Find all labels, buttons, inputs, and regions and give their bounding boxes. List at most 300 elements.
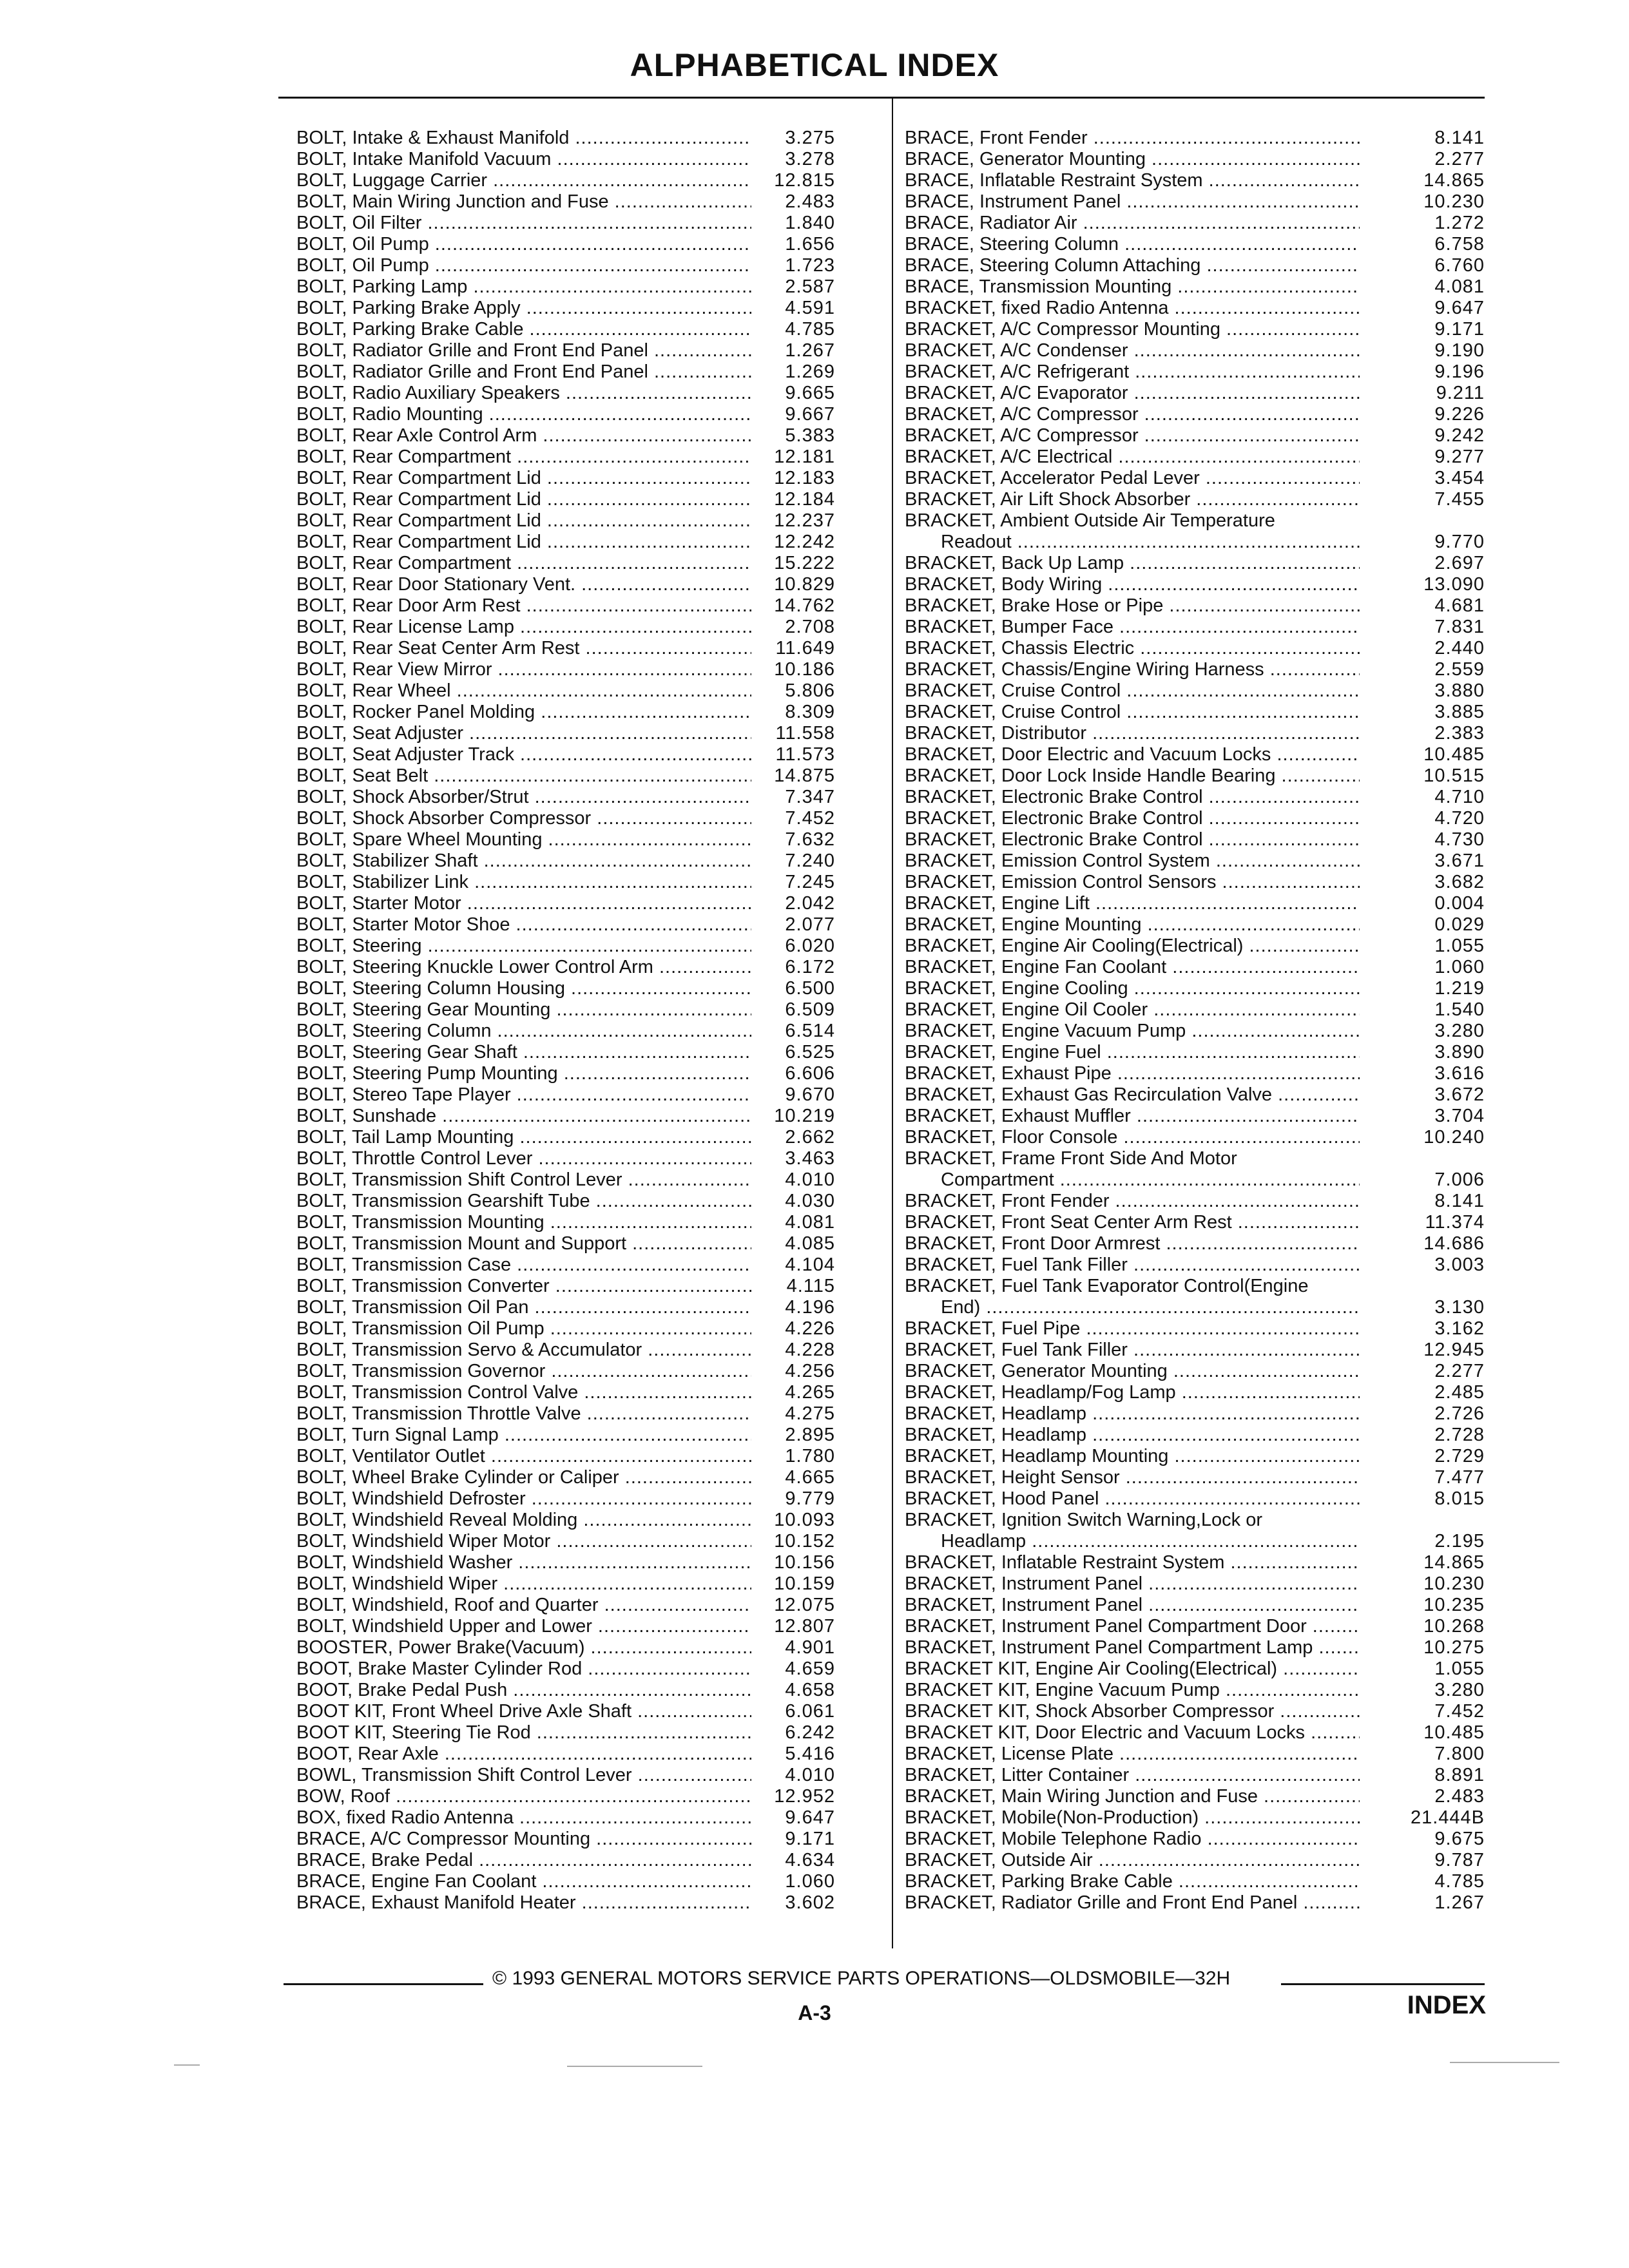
index-entry (905, 850, 1485, 872)
index-page-ref: 9.190 (1434, 340, 1485, 361)
index-page-ref: 9.770 (1434, 532, 1485, 552)
index-entry (296, 1233, 876, 1254)
index-entry (905, 170, 1485, 191)
index-page-ref: 7.632 (785, 829, 835, 850)
index-page-ref: 3.682 (1434, 872, 1485, 892)
index-term: BRACKET, Radiator Grille and Front End Panel ..... (905, 1892, 1360, 1914)
index-term: BRACKET KIT, Door Electric and Vacuum Locks ..... (905, 1722, 1360, 1744)
index-page-ref: 2.042 (785, 893, 835, 914)
index-term: BRACKET, Headlamp/Fog Lamp ..... (905, 1382, 1360, 1403)
index-page-ref: 8.309 (785, 702, 835, 722)
index-entry (905, 893, 1485, 914)
index-page-ref: 9.647 (785, 1807, 835, 1828)
index-entry (905, 128, 1485, 149)
index-term: BRACKET, Bumper Face ..... (905, 617, 1360, 638)
index-page-ref: 3.885 (1434, 702, 1485, 722)
index-page-ref: 10.219 (774, 1106, 835, 1126)
page-number: A-3 (798, 2001, 831, 2024)
index-page-ref: 0.029 (1434, 914, 1485, 935)
index-term: BRACKET, Accelerator Pedal Lever ..... (905, 468, 1360, 489)
index-entry (905, 1467, 1485, 1488)
index-term: BOLT, Rear License Lamp ..... (296, 617, 751, 638)
index-term: BOOSTER, Power Brake(Vacuum) ..... (296, 1637, 751, 1658)
index-term: BOLT, Intake Manifold Vacuum ..... (296, 149, 751, 170)
index-term: BOLT, Transmission Converter ..... (296, 1276, 751, 1297)
index-term: BOLT, Rear Seat Center Arm Rest ..... (296, 638, 751, 659)
index-page-ref: 4.085 (785, 1233, 835, 1254)
index-term: BRACKET, Engine Mounting ..... (905, 914, 1360, 936)
index-term: BRACKET KIT, Shock Absorber Compressor ..... (905, 1701, 1360, 1722)
index-entry (905, 468, 1485, 489)
index-term: BOLT, Transmission Oil Pump ..... (296, 1318, 751, 1340)
index-term: BOLT, Transmission Governor ..... (296, 1361, 751, 1382)
index-entry (905, 1212, 1485, 1233)
index-term: BRACKET, Electronic Brake Control ..... (905, 787, 1360, 808)
index-page-ref: 2.708 (785, 617, 835, 637)
index-entry (296, 276, 876, 298)
index-term: BOWL, Transmission Shift Control Lever ..... (296, 1765, 751, 1786)
section-label: INDEX (1407, 1991, 1486, 2019)
index-term: BRACKET, A/C Compressor ..... (905, 425, 1360, 447)
index-page-ref: 10.275 (1423, 1637, 1485, 1658)
index-entry (905, 1042, 1485, 1063)
index-term: BRACKET, Engine Cooling ..... (905, 978, 1360, 999)
index-page-ref: 14.875 (774, 765, 835, 786)
index-page-ref: 6.061 (785, 1701, 835, 1722)
index-entry (905, 1573, 1485, 1595)
index-page-ref: 12.075 (774, 1595, 835, 1615)
index-page-ref: 4.196 (785, 1297, 835, 1318)
index-entry (905, 638, 1485, 659)
index-term: BRACKET, Electronic Brake Control ..... (905, 808, 1360, 829)
index-page-ref: 3.616 (1434, 1063, 1485, 1084)
index-entry (296, 1829, 876, 1850)
index-term: BRACKET, Front Seat Center Arm Rest ..... (905, 1212, 1360, 1233)
index-term: BOLT, Transmission Case ..... (296, 1254, 751, 1276)
index-term: BOLT, Stereo Tape Player ..... (296, 1084, 751, 1106)
index-page-ref: 10.235 (1423, 1595, 1485, 1615)
index-entry (296, 1063, 876, 1084)
index-page-ref: 2.726 (1434, 1403, 1485, 1424)
index-entry (296, 1510, 876, 1531)
index-term: BRACE, Steering Column ..... (905, 234, 1360, 255)
index-page-ref: 3.280 (1434, 1680, 1485, 1700)
index-term: BOLT, Shock Absorber/Strut ..... (296, 787, 751, 808)
index-page-ref: 1.219 (1434, 978, 1485, 999)
index-term: BOLT, Rear Compartment Lid ..... (296, 468, 751, 489)
index-entry (905, 936, 1485, 957)
index-entry (296, 404, 876, 425)
index-page-ref: 11.558 (775, 723, 835, 744)
index-term: BRACKET, fixed Radio Antenna ..... (905, 298, 1360, 319)
index-page-ref: 1.540 (1434, 999, 1485, 1020)
index-entry (296, 1254, 876, 1276)
index-entry (296, 1021, 876, 1042)
index-entry (296, 1786, 876, 1807)
index-page-ref: 4.658 (785, 1680, 835, 1700)
index-entry (296, 1892, 876, 1914)
index-term: BRACKET, Engine Fan Coolant ..... (905, 957, 1360, 978)
index-entry (296, 617, 876, 638)
index-page-ref: 9.779 (785, 1488, 835, 1509)
index-entry (296, 489, 876, 510)
index-term: BRACKET, Floor Console ..... (905, 1127, 1360, 1148)
index-entry (296, 128, 876, 149)
index-entry (905, 404, 1485, 425)
index-entry (905, 1233, 1485, 1254)
index-term: BRACKET, Generator Mounting ..... (905, 1361, 1360, 1382)
index-page-ref: 6.606 (785, 1063, 835, 1084)
index-page-ref: 12.181 (774, 447, 835, 467)
index-page-ref: 10.515 (1423, 765, 1485, 786)
index-page-ref: 1.055 (1434, 1658, 1485, 1679)
index-entry (296, 1382, 876, 1403)
index-term: Readout ..... (905, 532, 1360, 553)
index-term: BOLT, Sunshade ..... (296, 1106, 751, 1127)
index-term: BRACKET, Engine Fuel ..... (905, 1042, 1360, 1063)
index-entry (296, 1573, 876, 1595)
index-term: BRACKET, Distributor ..... (905, 723, 1360, 744)
index-page-ref: 9.196 (1434, 361, 1485, 382)
index-term: BOW, Roof ..... (296, 1786, 751, 1807)
index-page-ref: 3.278 (785, 149, 835, 169)
index-entry (296, 1297, 876, 1318)
index-page-ref: 4.081 (785, 1212, 835, 1233)
index-page-ref: 2.697 (1434, 553, 1485, 573)
index-entry (905, 595, 1485, 617)
index-entry (905, 808, 1485, 829)
index-entry (296, 149, 876, 170)
index-term: BOLT, Luggage Carrier ..... (296, 170, 751, 191)
index-page-ref: 6.760 (1434, 255, 1485, 276)
index-term: BRACKET, Inflatable Restraint System ..... (905, 1552, 1360, 1573)
index-page-ref: 10.186 (774, 659, 835, 680)
index-term: BRACKET, Instrument Panel ..... (905, 1595, 1360, 1616)
index-page-ref: 2.383 (1434, 723, 1485, 744)
index-entry (905, 361, 1485, 383)
index-entry (905, 1680, 1485, 1701)
index-page-ref: 21.444B (1410, 1807, 1485, 1828)
index-term: BOLT, Transmission Oil Pan ..... (296, 1297, 751, 1318)
index-page-ref: 2.277 (1434, 149, 1485, 169)
index-entry (905, 1701, 1485, 1722)
index-term: BRACKET, Chassis/Engine Wiring Harness ..... (905, 659, 1360, 680)
index-page-ref: 2.728 (1434, 1425, 1485, 1445)
index-term: BRACKET, Front Fender ..... (905, 1191, 1360, 1212)
index-page-ref: 10.159 (774, 1573, 835, 1594)
index-term: BRACKET, Exhaust Pipe ..... (905, 1063, 1360, 1084)
index-page-ref: 4.785 (1434, 1871, 1485, 1892)
index-entry (905, 298, 1485, 319)
index-term: Headlamp ..... (905, 1531, 1360, 1552)
index-page-ref: 4.010 (785, 1169, 835, 1190)
index-entry (905, 255, 1485, 276)
index-page-ref: 4.901 (785, 1637, 835, 1658)
index-entry (905, 1191, 1485, 1212)
index-entry (296, 553, 876, 574)
index-entry (905, 1765, 1485, 1786)
index-term: BOLT, Steering Gear Shaft ..... (296, 1042, 751, 1063)
index-term: BOLT, Radio Auxiliary Speakers ..... (296, 383, 751, 404)
index-term: BRACKET, A/C Evaporator ..... (905, 383, 1360, 404)
index-term: BRACKET, A/C Refrigerant ..... (905, 361, 1360, 383)
index-entry (905, 1021, 1485, 1042)
index-entry (905, 1276, 1485, 1318)
index-page-ref: 4.665 (785, 1467, 835, 1488)
index-term: BOLT, Starter Motor Shoe ..... (296, 914, 751, 936)
index-page-ref: 1.060 (1434, 957, 1485, 977)
index-entry (296, 1488, 876, 1510)
index-term: BOOT KIT, Steering Tie Rod ..... (296, 1722, 751, 1744)
index-term: BRACKET, Door Lock Inside Handle Bearing ..... (905, 765, 1360, 787)
index-term-first-line: BRACKET, Fuel Tank Evaporator Control(Engine (905, 1276, 1309, 1296)
index-entry (905, 1148, 1485, 1191)
index-entry (296, 1340, 876, 1361)
index-page-ref: 7.245 (785, 872, 835, 892)
index-entry (296, 1148, 876, 1169)
index-page-ref: 10.485 (1423, 744, 1485, 765)
index-entry (296, 532, 876, 553)
index-term: BOLT, Transmission Mount and Support ..... (296, 1233, 751, 1254)
index-term: BOLT, Tail Lamp Mounting ..... (296, 1127, 751, 1148)
index-entry (296, 468, 876, 489)
index-entry (296, 702, 876, 723)
index-page-ref: 7.831 (1434, 617, 1485, 637)
index-entry (905, 1361, 1485, 1382)
index-term: BOLT, Rear Compartment Lid ..... (296, 532, 751, 553)
index-page-ref: 1.267 (785, 340, 835, 361)
index-page-ref: 2.077 (785, 914, 835, 935)
index-entry (905, 553, 1485, 574)
index-page-ref: 3.672 (1434, 1084, 1485, 1105)
index-page-ref: 10.156 (774, 1552, 835, 1573)
index-page-ref: 7.240 (785, 850, 835, 871)
index-entry (905, 1829, 1485, 1850)
index-term: BRACKET, Engine Lift ..... (905, 893, 1360, 914)
index-page-ref: 3.130 (1434, 1297, 1485, 1318)
index-entry (905, 510, 1485, 553)
index-page-ref: 2.587 (785, 276, 835, 297)
copyright-notice: © 1993 GENERAL MOTORS SERVICE PARTS OPERATIONS—OLDSMOBILE—32H (492, 1968, 1231, 1989)
index-page-ref: 4.681 (1434, 595, 1485, 616)
index-page-ref: 10.152 (774, 1531, 835, 1552)
index-page-ref: 9.226 (1434, 404, 1485, 425)
index-term: BRACKET, Back Up Lamp ..... (905, 553, 1360, 574)
index-page-ref: 6.525 (785, 1042, 835, 1062)
index-term: BOLT, Intake & Exhaust Manifold ..... (296, 128, 751, 149)
index-page-ref: 1.272 (1434, 213, 1485, 233)
index-entry (296, 1106, 876, 1127)
index-term: BOLT, Oil Pump ..... (296, 234, 751, 255)
index-page-ref: 5.383 (785, 425, 835, 446)
index-entry (296, 255, 876, 276)
index-term: BOLT, Rear Axle Control Arm ..... (296, 425, 751, 447)
index-entry (296, 638, 876, 659)
index-page-ref: 9.211 (1436, 383, 1485, 403)
index-entry (905, 191, 1485, 213)
index-entry (905, 659, 1485, 680)
index-page-ref: 12.184 (774, 489, 835, 510)
index-entry (296, 1744, 876, 1765)
index-entry (296, 1871, 876, 1892)
index-entry (905, 383, 1485, 404)
index-page-ref: 6.500 (785, 978, 835, 999)
index-page-ref: 3.602 (785, 1892, 835, 1913)
index-entry (905, 1084, 1485, 1106)
index-page-ref: 3.880 (1434, 680, 1485, 701)
index-page-ref: 7.452 (785, 808, 835, 829)
index-term: BRACKET, License Plate ..... (905, 1744, 1360, 1765)
index-page-ref: 2.277 (1434, 1361, 1485, 1381)
index-entry (296, 1212, 876, 1233)
index-entry (905, 149, 1485, 170)
index-term: BRACKET, Electronic Brake Control ..... (905, 829, 1360, 850)
title-rule (278, 97, 1485, 99)
index-entry (296, 1807, 876, 1829)
index-entry (296, 1361, 876, 1382)
index-entry (905, 1127, 1485, 1148)
index-entry (905, 765, 1485, 787)
index-page-ref: 8.141 (1434, 128, 1485, 148)
index-term: BRACKET, A/C Compressor ..... (905, 404, 1360, 425)
index-entry (296, 340, 876, 361)
index-term: BOLT, Windshield Wiper Motor ..... (296, 1531, 751, 1552)
index-entry (296, 829, 876, 850)
index-page-ref: 1.267 (1434, 1892, 1485, 1913)
index-term: BOLT, Stabilizer Link ..... (296, 872, 751, 893)
index-term: BOOT, Rear Axle ..... (296, 1744, 751, 1765)
index-entry (905, 1807, 1485, 1829)
index-page-ref: 4.785 (785, 319, 835, 340)
index-term: BOLT, Rear Door Arm Rest ..... (296, 595, 751, 617)
index-column-left (296, 128, 876, 1914)
index-page-ref: 12.183 (774, 468, 835, 488)
index-page-ref: 12.807 (774, 1616, 835, 1637)
index-entry (905, 425, 1485, 447)
scan-artifact (174, 2064, 200, 2066)
index-term: BOLT, Spare Wheel Mounting ..... (296, 829, 751, 850)
index-entry (296, 1765, 876, 1786)
index-term: BRACE, Front Fender ..... (905, 128, 1360, 149)
index-entry (296, 213, 876, 234)
index-page-ref: 9.670 (785, 1084, 835, 1105)
index-term: BRACKET, Chassis Electric ..... (905, 638, 1360, 659)
index-page-ref: 7.347 (785, 787, 835, 807)
index-entry (296, 298, 876, 319)
index-entry (296, 850, 876, 872)
index-entry (905, 574, 1485, 595)
index-page-ref: 4.275 (785, 1403, 835, 1424)
index-page-ref: 9.171 (1434, 319, 1485, 340)
index-page-ref: 10.240 (1423, 1127, 1485, 1148)
index-entry (296, 425, 876, 447)
index-page-ref: 6.242 (785, 1722, 835, 1743)
index-entry (296, 1850, 876, 1871)
index-page-ref: 9.242 (1434, 425, 1485, 446)
index-page-ref: 9.667 (785, 404, 835, 425)
index-page-ref: 1.269 (785, 361, 835, 382)
index-entry (296, 1403, 876, 1425)
index-page-ref: 2.895 (785, 1425, 835, 1445)
index-entry (905, 340, 1485, 361)
index-page-ref: 4.659 (785, 1658, 835, 1679)
index-page-ref: 8.891 (1434, 1765, 1485, 1785)
index-term: BOLT, Parking Lamp ..... (296, 276, 751, 298)
index-entry (905, 319, 1485, 340)
index-term: BOLT, Windshield Defroster ..... (296, 1488, 751, 1510)
index-term: BOLT, Oil Filter ..... (296, 213, 751, 234)
index-entry (905, 1318, 1485, 1340)
index-term: BRACKET, Outside Air ..... (905, 1850, 1360, 1871)
index-entry (905, 1340, 1485, 1361)
index-term: BOLT, Throttle Control Lever ..... (296, 1148, 751, 1169)
index-page-ref: 6.172 (785, 957, 835, 977)
index-entry (905, 1658, 1485, 1680)
index-term: BOLT, Transmission Servo & Accumulator ..... (296, 1340, 751, 1361)
index-page-ref: 7.477 (1434, 1467, 1485, 1488)
index-term: BOLT, Main Wiring Junction and Fuse ..... (296, 191, 751, 213)
index-term: BOLT, Radiator Grille and Front End Panel ..... (296, 361, 751, 383)
index-term: BRACKET, Exhaust Muffler ..... (905, 1106, 1360, 1127)
index-page-ref: 5.806 (785, 680, 835, 701)
index-page-ref: 4.256 (785, 1361, 835, 1381)
index-entry (905, 1871, 1485, 1892)
index-entry (296, 744, 876, 765)
index-term: BOLT, Rocker Panel Molding ..... (296, 702, 751, 723)
index-term: BRACE, Transmission Mounting ..... (905, 276, 1360, 298)
index-page-ref: 6.509 (785, 999, 835, 1020)
index-term: BRACKET, Mobile Telephone Radio ..... (905, 1829, 1360, 1850)
index-page-ref: 4.730 (1434, 829, 1485, 850)
index-entry (296, 510, 876, 532)
index-entry (296, 1637, 876, 1658)
index-entry (296, 914, 876, 936)
index-entry (905, 787, 1485, 808)
index-entry (905, 680, 1485, 702)
index-term: BRACKET, Body Wiring ..... (905, 574, 1360, 595)
index-entry (296, 319, 876, 340)
index-page-ref: 11.573 (775, 744, 835, 765)
index-page-ref: 4.104 (785, 1254, 835, 1275)
index-entry (905, 1722, 1485, 1744)
index-column-right (905, 128, 1485, 1914)
index-term: BOLT, Rear View Mirror ..... (296, 659, 751, 680)
index-entry (296, 1084, 876, 1106)
index-page-ref: 9.647 (1434, 298, 1485, 318)
index-term: BOLT, Rear Compartment ..... (296, 447, 751, 468)
index-page-ref: 12.945 (1423, 1340, 1485, 1360)
index-page-ref: 15.222 (774, 553, 835, 573)
index-entry (905, 1786, 1485, 1807)
index-term: BOLT, Transmission Throttle Valve ..... (296, 1403, 751, 1425)
index-page-ref: 3.162 (1434, 1318, 1485, 1339)
index-page-ref: 1.055 (1434, 936, 1485, 956)
index-page-ref: 1.060 (785, 1871, 835, 1892)
index-term: BRACKET, Engine Air Cooling(Electrical) ..... (905, 936, 1360, 957)
index-term: BRACKET, Parking Brake Cable ..... (905, 1871, 1360, 1892)
index-term: BRACE, Engine Fan Coolant ..... (296, 1871, 751, 1892)
column-divider (892, 98, 893, 1948)
index-term: BOLT, Steering Column ..... (296, 1021, 751, 1042)
index-term: BRACKET KIT, Engine Vacuum Pump ..... (905, 1680, 1360, 1701)
scan-artifact (1450, 2062, 1559, 2063)
index-entry (296, 808, 876, 829)
index-entry (296, 1446, 876, 1467)
index-term: BRACKET, Instrument Panel Compartment Door ..... (905, 1616, 1360, 1637)
index-page-ref: 14.762 (774, 595, 835, 616)
index-entry (905, 447, 1485, 468)
index-term: BOLT, Transmission Gearshift Tube ..... (296, 1191, 751, 1212)
